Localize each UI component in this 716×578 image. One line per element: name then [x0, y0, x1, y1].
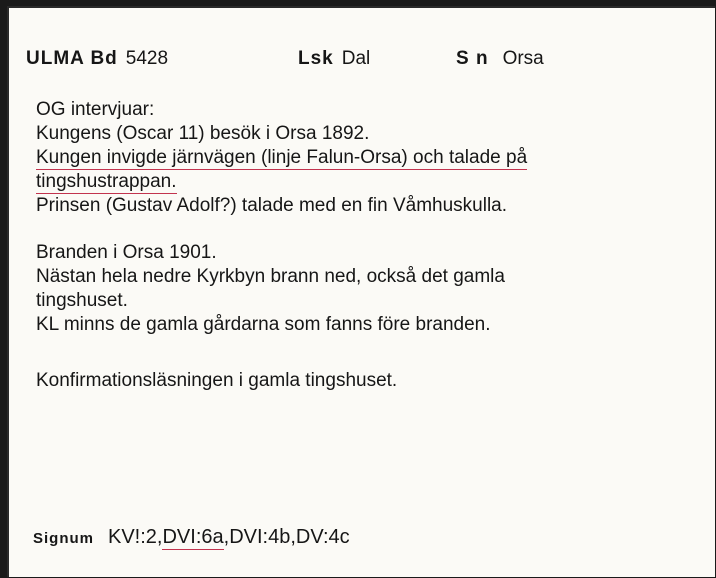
body-line — [36, 146, 636, 170]
body-line: Nästan hela nedre Kyrkbyn brann ned, också det gamla — [36, 266, 505, 287]
ulma-label: ULMA Bd — [26, 48, 118, 69]
card-body — [36, 98, 636, 393]
body-line: Branden i Orsa 1901. — [36, 242, 217, 263]
index-card — [7, 6, 715, 577]
body-line: OG intervjuar: — [36, 99, 155, 120]
sn-field — [456, 48, 544, 70]
underlined-text: tingshustrappan. — [36, 171, 177, 192]
body-line: Kungens (Oscar 11) besök i Orsa 1892. — [36, 123, 370, 144]
underlined-text: Kungen invigde järnvägen (linje Falun-Orsa) och talade på — [36, 147, 528, 168]
body-line: Konfirmationsläsningen i gamla tingshuset. — [36, 370, 398, 391]
body-line: tingshuset. — [36, 290, 128, 311]
body-line: KL minns de gamla gårdarna som fanns före branden. — [36, 314, 491, 335]
paragraph-gap — [36, 337, 636, 369]
sn-value: Orsa — [502, 48, 544, 69]
lsk-field — [298, 48, 370, 70]
signum-part: KV!:2, — [108, 526, 163, 548]
paragraph-gap — [36, 218, 636, 241]
lsk-label: Lsk — [298, 48, 334, 69]
ulma-value: 5428 — [125, 48, 169, 69]
signum-part-underlined: DVI:6a — [162, 526, 224, 548]
sn-label: S n — [456, 48, 489, 69]
body-line — [36, 170, 636, 194]
signum-label: Signum — [33, 530, 94, 547]
body-line: Prinsen (Gustav Adolf?) talade med en fin Våmhuskulla. — [36, 195, 508, 216]
lsk-value: Dal — [341, 48, 371, 69]
signum-line — [33, 526, 350, 549]
signum-part: ,DVI:4b,DV:4c — [223, 526, 350, 548]
ulma-field — [26, 48, 168, 70]
